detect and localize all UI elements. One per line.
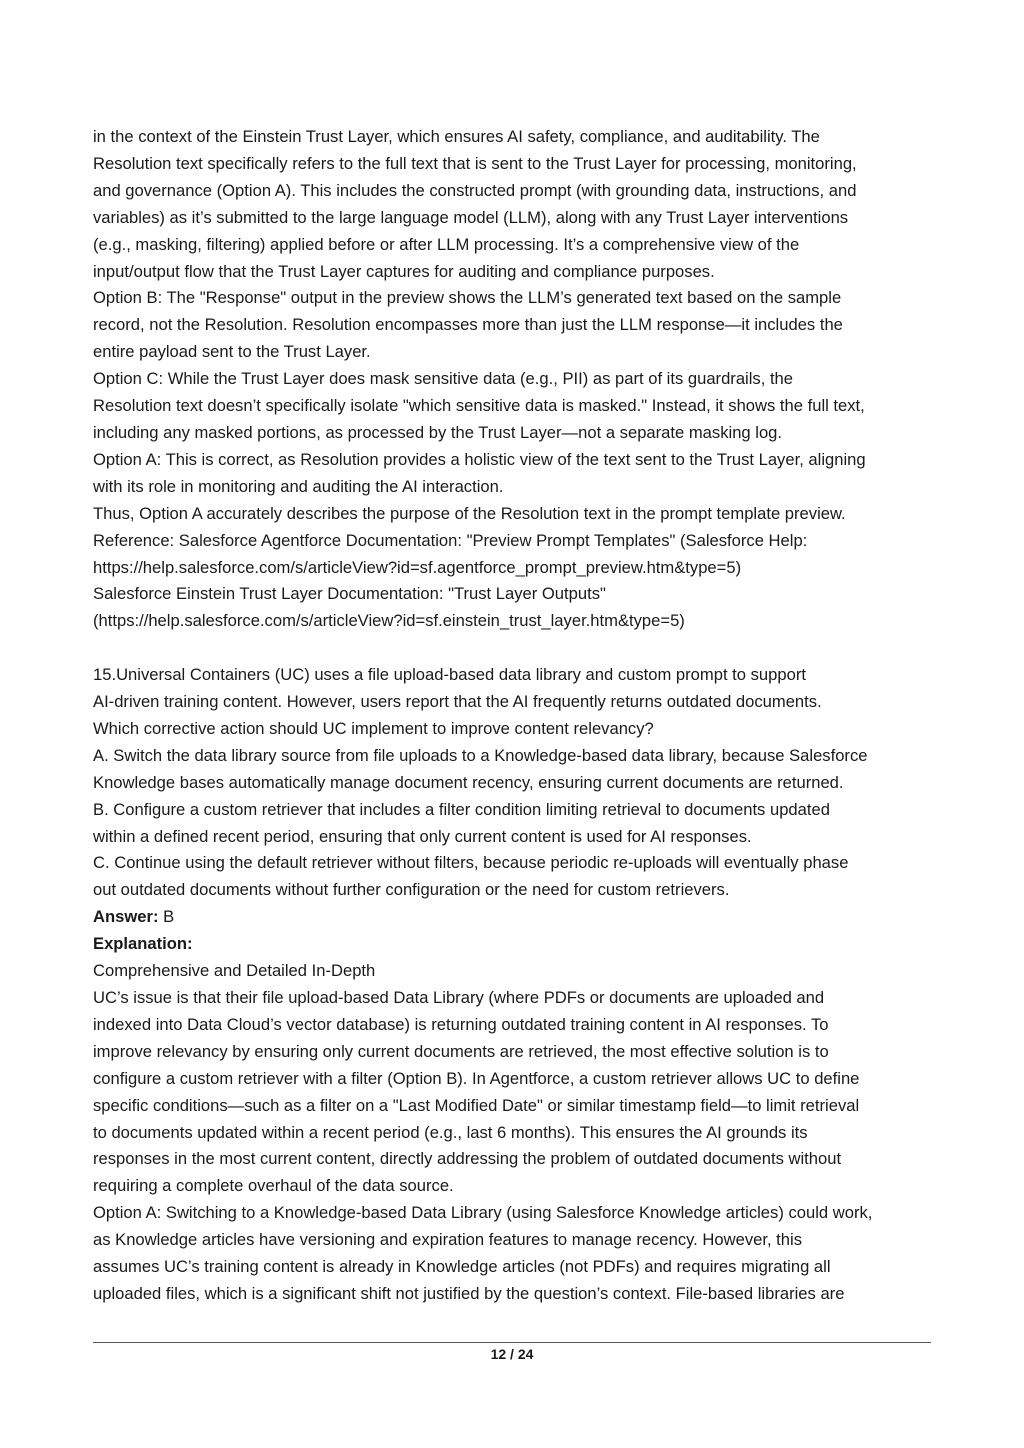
text-line: and governance (Option A). This includes the constructed prompt (with grounding data, instructions, and	[93, 180, 857, 200]
paragraph-gap	[93, 635, 943, 662]
answer-value: B	[158, 907, 175, 927]
option-a-cont: Knowledge bases automatically manage document recency, ensuring current documents are returned.	[93, 772, 844, 792]
text-line: Thus, Option A accurately describes the purpose of the Resolution text in the prompt template preview.	[93, 503, 846, 523]
text-line: in the context of the Einstein Trust Layer, which ensures AI safety, compliance, and auditability. The	[93, 127, 820, 146]
explanation-line: requiring a complete overhaul of the data source.	[93, 1176, 454, 1196]
question-text: AI-driven training content. However, users report that the AI frequently returns outdated documents.	[93, 692, 822, 712]
text-line: entire payload sent to the Trust Layer.	[93, 342, 371, 362]
explanation-line: UC’s issue is that their file upload-based Data Library (where PDFs or documents are uploaded and	[93, 987, 825, 1007]
question-text: Which corrective action should UC implement to improve content relevancy?	[93, 718, 654, 738]
previous-explanation	[93, 124, 943, 635]
reference-line: Salesforce Einstein Trust Layer Documentation: "Trust Layer Outputs"	[93, 584, 606, 604]
text-line: input/output flow that the Trust Layer captures for auditing and compliance purposes.	[93, 261, 715, 281]
option-c: C. Continue using the default retriever without filters, because periodic re-uploads will eventually phase	[93, 853, 849, 873]
answer-line	[93, 904, 943, 931]
text-line: Option C: While the Trust Layer does mask sensitive data (e.g., PII) as part of its guardrails, the	[93, 369, 794, 389]
reference-url: (https://help.salesforce.com/s/articleView?id=sf.einstein_trust_layer.htm&type=5)	[93, 611, 685, 631]
explanation-line: Comprehensive and Detailed In-Depth	[93, 961, 376, 981]
answer-label: Answer:	[93, 907, 159, 927]
explanation-line: improve relevancy by ensuring only current documents are retrieved, the most effective solution is to	[93, 1041, 829, 1061]
text-line: with its role in monitoring and auditing the AI interaction.	[93, 476, 504, 496]
explanation-line: responses in the most current content, directly addressing the problem of outdated documents without	[93, 1149, 842, 1169]
text-line: record, not the Resolution. Resolution encompasses more than just the LLM response—it includes the	[93, 315, 843, 335]
explanation-line: indexed into Data Cloud’s vector database) is returning outdated training content in AI responses. To	[93, 1014, 829, 1034]
explanation-line: specific conditions—such as a filter on a "Last Modified Date" or similar timestamp field—to limit retrieval	[93, 1095, 860, 1115]
reference-url: https://help.salesforce.com/s/articleView?id=sf.agentforce_prompt_preview.htm&type=5)	[93, 557, 742, 577]
reference-line: Reference: Salesforce Agentforce Documentation: "Preview Prompt Templates" (Salesforce Help:	[93, 530, 808, 550]
explanation-line: to documents updated within a recent period (e.g., last 6 months). This ensures the AI grounds its	[93, 1122, 808, 1142]
text-line: Option A: This is correct, as Resolution provides a holistic view of the text sent to the Trust Layer, aligning	[93, 449, 866, 469]
option-b-cont: within a defined recent period, ensuring that only current content is used for AI responses.	[93, 826, 752, 846]
explanation-line: configure a custom retriever with a filter (Option B). In Agentforce, a custom retriever allows UC to define	[93, 1068, 860, 1088]
explanation-line: as Knowledge articles have versioning and expiration features to manage recency. However, this	[93, 1230, 803, 1250]
question-text: 15.Universal Containers (UC) uses a file upload-based data library and custom prompt to support	[93, 665, 806, 685]
page-number: 12 / 24	[490, 1346, 534, 1362]
text-line: variables) as it’s submitted to the large language model (LLM), along with any Trust Layer interventions	[93, 207, 849, 227]
text-line: Resolution text specifically refers to the full text that is sent to the Trust Layer for processing, monitoring,	[93, 153, 857, 173]
text-line: Resolution text doesn’t specifically isolate "which sensitive data is masked." Instead, it shows the full text,	[93, 396, 865, 416]
text-line: (e.g., masking, filtering) applied before or after LLM processing. It’s a comprehensive view of the	[93, 234, 800, 254]
option-b: B. Configure a custom retriever that includes a filter condition limiting retrieval to documents updated	[93, 799, 830, 819]
footer-divider	[93, 1342, 931, 1343]
explanation-line: Option A: Switching to a Knowledge-based Data Library (using Salesforce Knowledge articles) could work,	[93, 1203, 873, 1223]
text-line: Option B: The "Response" output in the preview shows the LLM’s generated text based on the sample	[93, 288, 842, 308]
question-block	[93, 662, 943, 1308]
page-content	[93, 124, 943, 1308]
explanation-line: assumes UC’s training content is already in Knowledge articles (not PDFs) and requires migrating all	[93, 1257, 831, 1277]
text-line: including any masked portions, as processed by the Trust Layer—not a separate masking log.	[93, 422, 783, 442]
option-a: A. Switch the data library source from file uploads to a Knowledge-based data library, because Salesforce	[93, 745, 868, 765]
explanation-line: uploaded files, which is a significant shift not justified by the question’s context. File-based libraries are	[93, 1283, 845, 1303]
explanation-label: Explanation:	[93, 934, 193, 954]
option-c-cont: out outdated documents without further configuration or the need for custom retrievers.	[93, 880, 730, 900]
